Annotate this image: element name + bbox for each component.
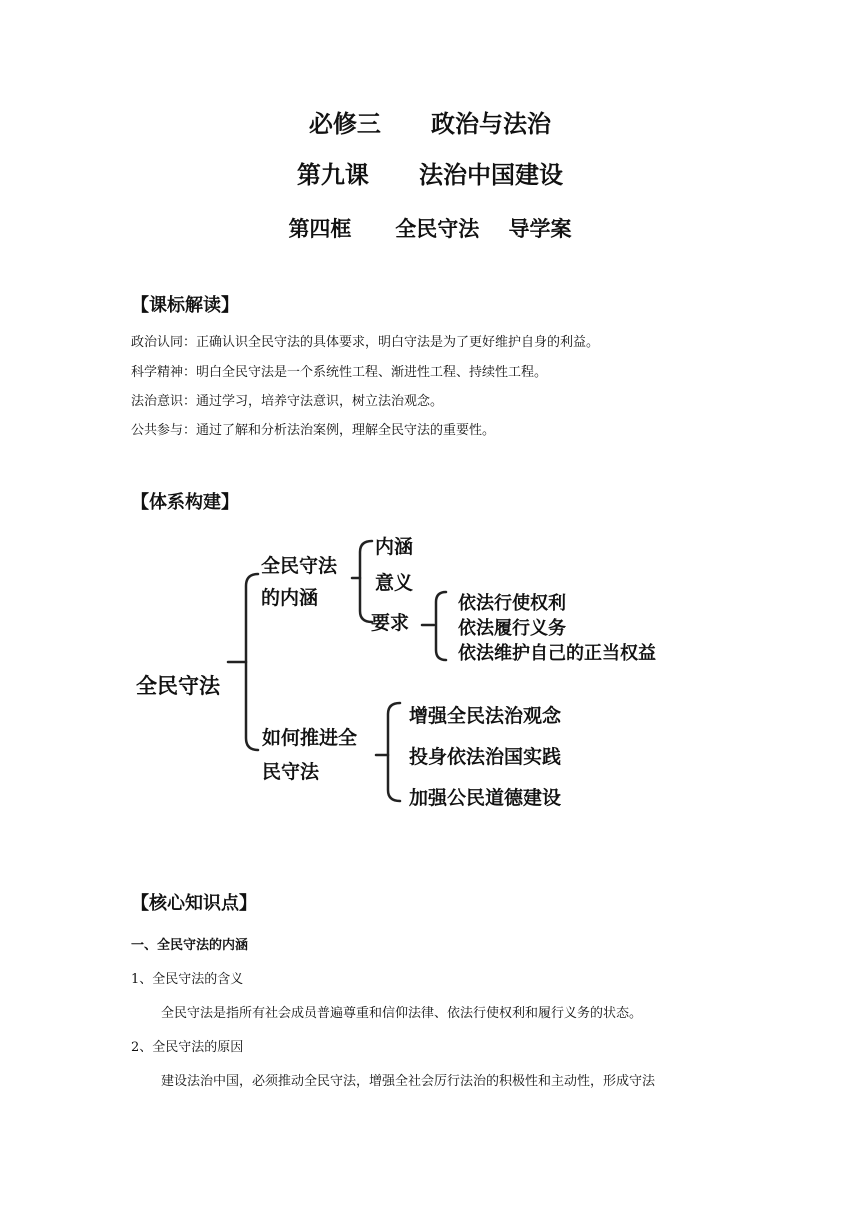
- core-subheading: 一、全民守法的内涵: [131, 938, 249, 953]
- b1-child-2: 意义: [375, 572, 414, 594]
- core-item1-title: 1、全民守法的含义: [131, 972, 244, 987]
- lesson-title: 第九课 法治中国建设: [296, 161, 564, 189]
- branch1-line1: 全民守法: [261, 555, 338, 577]
- b1-child-3: 要求: [371, 612, 410, 634]
- standard-line-2: 科学精神：明白全民守法是一个系统性工程、渐进性工程、持续性工程。: [131, 365, 548, 380]
- core-item2-text: 建设法治中国，必须推动全民守法，增强全社会厉行法治的积极性和主动性，形成守法: [161, 1074, 656, 1089]
- branch1-line2: 的内涵: [261, 587, 319, 609]
- requirement-1: 依法行使权利: [458, 593, 566, 614]
- standard-line-3: 法治意识：通过学习，培养守法意识，树立法治观念。: [131, 394, 444, 409]
- requirement-2: 依法履行义务: [458, 618, 566, 639]
- b1-child-1: 内涵: [375, 536, 414, 558]
- b2-child-1: 增强全民法治观念: [409, 705, 562, 727]
- b2-child-3: 加强公民道德建设: [409, 787, 562, 809]
- branch2-line2: 民守法: [262, 761, 320, 783]
- standards-heading: 【课标解读】: [131, 295, 239, 316]
- b2-child-2: 投身依法治国实践: [409, 746, 562, 768]
- book-title: 必修三 政治与法治: [308, 110, 552, 138]
- branch2-line1: 如何推进全: [262, 727, 358, 749]
- system-heading: 【体系构建】: [131, 492, 239, 513]
- requirement-3: 依法维护自己的正当权益: [458, 643, 656, 664]
- core-heading: 【核心知识点】: [131, 893, 257, 914]
- mindmap-root: 全民守法: [136, 674, 220, 698]
- standard-line-1: 政治认同：正确认识全民守法的具体要求，明白守法是为了更好维护自身的利益。: [131, 335, 600, 350]
- section-title: 第四框 全民守法 导学案: [288, 217, 572, 241]
- core-item2-title: 2、全民守法的原因: [131, 1040, 244, 1055]
- standard-line-4: 公共参与：通过了解和分析法治案例，理解全民守法的重要性。: [131, 423, 496, 438]
- core-item1-text: 全民守法是指所有社会成员普遍尊重和信仰法律、依法行使权利和履行义务的状态。: [161, 1006, 643, 1021]
